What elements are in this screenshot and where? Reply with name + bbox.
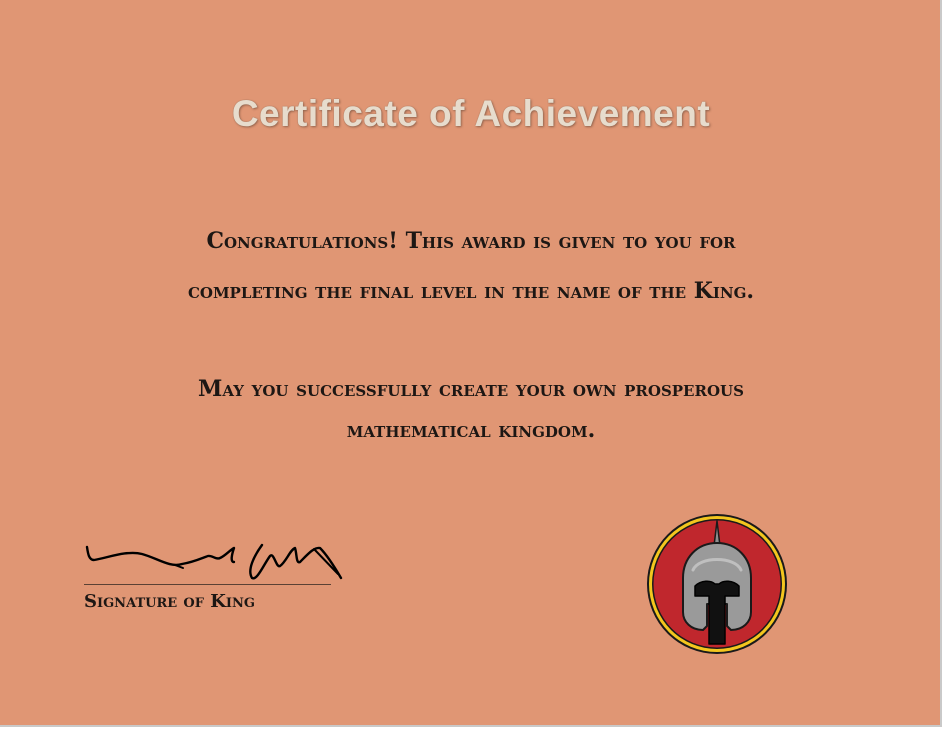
signature-block [82,538,352,628]
message-line-3: May you successfully create your own prosperous [198,376,744,402]
certificate-title: Certificate of Achievement [231,93,711,134]
message-line-4: mathematical kingdom. [346,417,596,443]
signature-scribble [82,538,352,586]
spartan-helmet-icon [645,512,789,656]
message-line-1: Congratulations! This award is given to you for [206,228,736,254]
royal-seal [645,512,789,656]
signature-label: Signature of King [84,591,255,612]
signature-line [84,584,331,585]
message-line-2: completing the final level in the name of the King. [187,278,755,304]
